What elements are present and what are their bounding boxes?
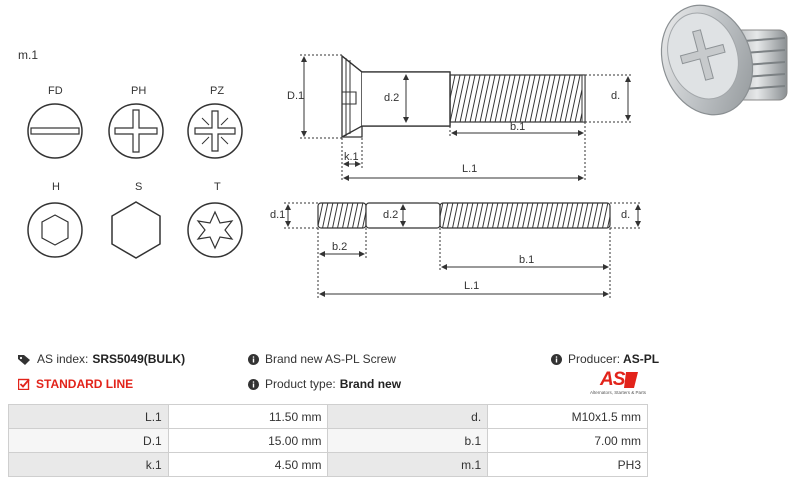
spec-value: PH3 xyxy=(488,453,648,477)
spec-value: 4.50 mm xyxy=(168,453,328,477)
drive-label-ph: PH xyxy=(131,85,147,97)
producer-row xyxy=(551,352,659,366)
spec-label: b.1 xyxy=(328,429,488,453)
spec-label: L.1 xyxy=(9,405,169,429)
dim-label-b1-top: b.1 xyxy=(510,121,526,133)
dim-label-L1-top: L.1 xyxy=(462,163,478,175)
phillips-drive-icon xyxy=(109,104,163,158)
brand-text: Brand new AS-PL Screw xyxy=(265,352,396,366)
product-type-row xyxy=(248,377,401,391)
table-row xyxy=(9,429,648,453)
section-label: m.1 xyxy=(18,48,39,62)
brand-row xyxy=(248,352,396,366)
pozidriv-drive-icon xyxy=(188,104,242,158)
dim-label-d1-bottom: d.1 xyxy=(270,209,286,221)
dim-label-d-bottom: d. xyxy=(621,209,631,221)
checkbox-checked-icon xyxy=(18,378,30,390)
dim-label-d2-top: d.2 xyxy=(384,92,400,104)
table-row xyxy=(9,405,648,429)
drive-icons-svg xyxy=(0,0,260,270)
dim-label-k1: k.1 xyxy=(344,151,359,163)
producer-label: Producer: xyxy=(568,352,621,366)
spec-table xyxy=(8,404,648,477)
logo-mark-icon xyxy=(624,372,638,388)
info-icon xyxy=(248,354,259,365)
standard-line-text: STANDARD LINE xyxy=(36,377,134,391)
dim-label-D1: D.1 xyxy=(287,90,305,102)
hex-head-drive-icon xyxy=(112,202,160,258)
product-type-value: Brand new xyxy=(339,377,402,391)
product-type-label: Product type: xyxy=(265,377,336,391)
info-icon xyxy=(551,354,562,365)
as-pl-logo xyxy=(590,370,652,398)
spec-label: m.1 xyxy=(328,453,488,477)
producer-value: AS-PL xyxy=(623,352,660,366)
spec-label: D.1 xyxy=(9,429,169,453)
product-photo xyxy=(655,0,800,150)
drive-types-panel xyxy=(0,0,260,270)
drive-label-t: T xyxy=(214,181,221,193)
drive-label-pz: PZ xyxy=(210,85,225,97)
dim-label-b1-bottom: b.1 xyxy=(519,254,535,266)
torx-drive-icon xyxy=(188,203,242,257)
as-index-row xyxy=(18,352,185,366)
spec-value: M10x1.5 mm xyxy=(488,405,648,429)
info-icon xyxy=(248,379,259,390)
drive-label-h: H xyxy=(52,181,60,193)
table-row xyxy=(9,453,648,477)
spec-value: 7.00 mm xyxy=(488,429,648,453)
slotted-drive-icon xyxy=(28,104,82,158)
dim-label-d-top: d. xyxy=(611,90,621,102)
screw-head-image xyxy=(655,0,767,128)
spec-label: d. xyxy=(328,405,488,429)
screw-dimension-drawing xyxy=(270,0,655,310)
hex-socket-drive-icon xyxy=(28,203,82,257)
logo-text: AS xyxy=(600,369,625,390)
as-index-value: SRS5049(BULK) xyxy=(92,352,186,366)
dim-label-b2: b.2 xyxy=(332,241,348,253)
spec-value: 15.00 mm xyxy=(168,429,328,453)
as-index-label: AS index: xyxy=(37,352,89,366)
tags-icon xyxy=(18,354,31,365)
drive-label-s: S xyxy=(135,181,143,193)
drive-label-fd: FD xyxy=(48,85,63,97)
dim-label-d2-bottom: d.2 xyxy=(383,209,399,221)
spec-value: 11.50 mm xyxy=(168,405,328,429)
spec-label: k.1 xyxy=(9,453,169,477)
logo-tagline: Alternators, Starters & Parts xyxy=(590,390,647,395)
standard-line-row xyxy=(18,377,133,391)
dim-label-L1-bottom: L.1 xyxy=(464,280,480,292)
